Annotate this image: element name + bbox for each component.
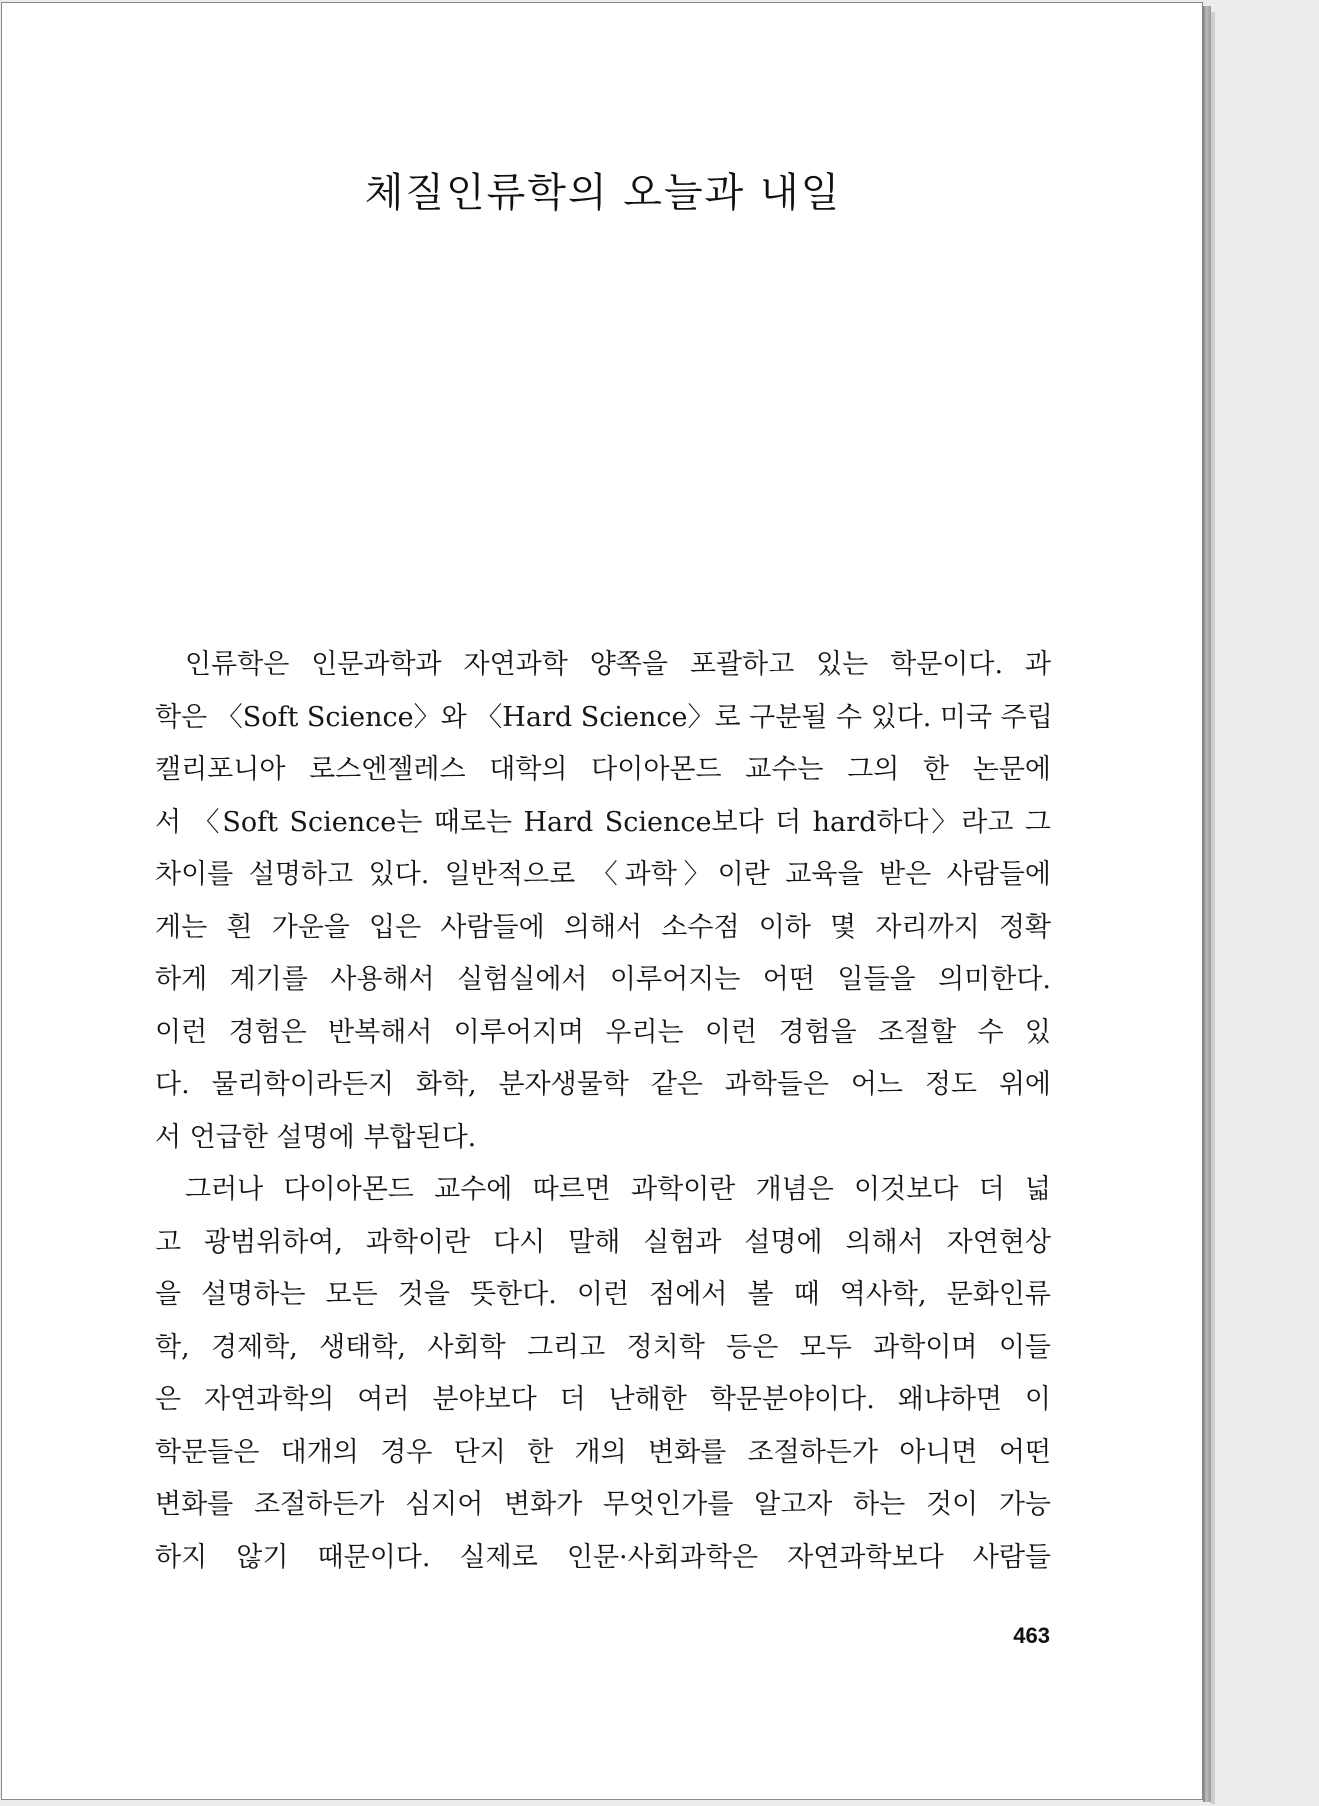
chapter-title: 체질인류학의 오늘과 내일 bbox=[364, 170, 842, 216]
text-line: 인류학은 인문과학과 자연과학 양쪽을 포괄하고 있는 학문이다. 과 bbox=[185, 649, 1051, 680]
text-line: 서 언급한 설명에 부합된다. bbox=[155, 1121, 477, 1153]
text-line: 하게 계기를 사용해서 실험실에서 이루어지는 어떤 일들을 의미한다. bbox=[155, 964, 1051, 995]
text-line: 학문들은 대개의 경우 단지 한 개의 변화를 조절하든가 아니면 어떤 bbox=[155, 1436, 1051, 1468]
text-line: 변화를 조절하든가 심지어 변화가 무엇인가를 알고자 하는 것이 가능 bbox=[155, 1489, 1051, 1520]
text-line: 이런 경험은 반복해서 이루어지며 우리는 이런 경험을 조절할 수 있 bbox=[155, 1016, 1051, 1048]
page-number: 463 bbox=[1013, 1623, 1050, 1648]
text-line: 그러나 다이아몬드 교수에 따르면 과학이란 개념은 이것보다 더 넓 bbox=[185, 1174, 1051, 1205]
text-line: 을 설명하는 모든 것을 뜻한다. 이런 점에서 볼 때 역사학, 문화인류 bbox=[155, 1279, 1051, 1310]
text-line: 하지 않기 때문이다. 실제로 인문·사회과학은 자연과학보다 사람들 bbox=[155, 1541, 1051, 1573]
text-line: 고 광범위하여, 과학이란 다시 말해 실험과 설명에 의해서 자연현상 bbox=[155, 1226, 1051, 1258]
page-edge-shadow bbox=[1203, 6, 1211, 1802]
text-line: 은 자연과학의 여러 분야보다 더 난해한 학문분야이다. 왜냐하면 이 bbox=[155, 1384, 1051, 1415]
text-line: 캘리포니아 로스엔젤레스 대학의 다이아몬드 교수는 그의 한 논문에 bbox=[155, 754, 1051, 785]
text-line: 학, 경제학, 생태학, 사회학 그리고 정치학 등은 모두 과학이며 이들 bbox=[155, 1331, 1051, 1363]
text-line: 게는 흰 가운을 입은 사람들에 의해서 소수점 이하 몇 자리까지 정확 bbox=[155, 911, 1051, 943]
book-page bbox=[1, 2, 1203, 1800]
text-line: 서 〈Soft Science는 때로는 Hard Science보다 더 hard하다〉라고 그 bbox=[155, 806, 1051, 838]
body-text bbox=[155, 639, 1051, 1584]
text-line: 차이를 설명하고 있다. 일반적으로 〈과학〉이란 교육을 받은 사람들에 bbox=[155, 859, 1051, 890]
text-line: 다. 물리학이라든지 화학, 분자생물학 같은 과학들은 어느 정도 위에 bbox=[155, 1069, 1051, 1100]
text-line: 학은 〈Soft Science〉와 〈Hard Science〉로 구분될 수 있다. 미국 주립 bbox=[155, 701, 1053, 733]
page-edge-shadow bbox=[1211, 12, 1215, 1804]
